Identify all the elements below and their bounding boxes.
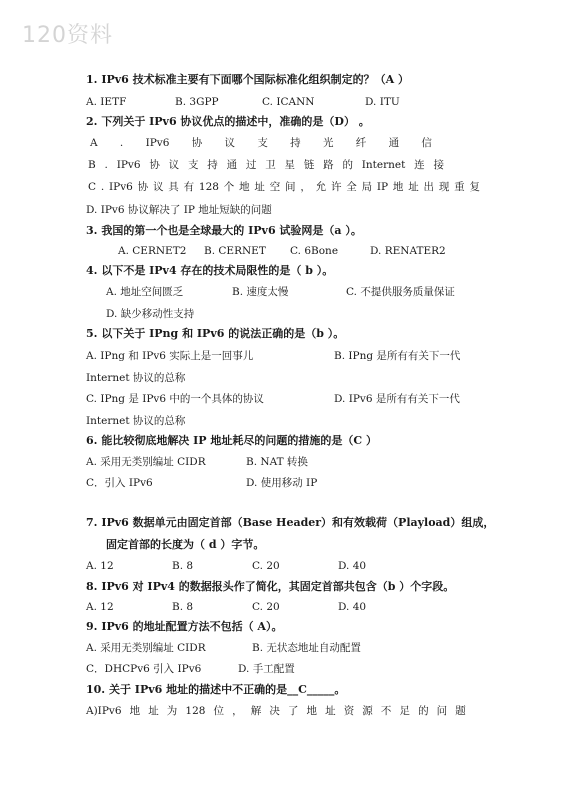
q6-option-c: C．引入 IPv6 [86,477,153,489]
q2-option-d: D. IPv6 协议解决了 IP 地址短缺的问题 [86,204,272,216]
q4-option-c: C. 不提供服务质量保证 [346,286,455,298]
q5-option-a: A. IPng 和 IPv6 实际上是一回事儿 [86,350,254,362]
q1-option-a: A. IETF [86,96,127,108]
q10-option-a: A)IPv6 地 址 为 128 位 ， 解 决 了 地 址 资 源 不 足 的 问 题 [86,705,466,717]
q6-option-d: D. 使用移动 IP [246,477,318,489]
q1-option-b: B. 3GPP [175,96,219,108]
q3-option-b: B. CERNET [204,245,266,257]
q3-option-d: D. RENATER2 [370,245,446,257]
q5-option-b: B. IPng 是所有有关下一代 [334,350,461,362]
q9-option-a: A. 采用无类别编址 CIDR [86,642,206,654]
q7-option-a: A. 12 [86,560,114,572]
q5-option-d-continued: Internet 协议的总称 [86,415,186,427]
q8-option-b: B. 8 [172,601,194,613]
q3-option-c: C. 6Bone [290,245,339,257]
q4-option-b: B. 速度太慢 [232,286,289,298]
q2-option-a: A . IPv6 协 议 支 持 光 纤 通 信 [90,137,432,149]
q9-option-c: C．DHCPv6 引入 IPv6 [86,663,202,675]
q7-option-b: B. 8 [172,560,194,572]
question-3-stem: 3. 我国的第一个也是全球最大的 IPv6 试验网是（a ）。 [86,224,362,237]
q4-option-a: A. 地址空间匮乏 [106,286,184,298]
question-7-stem-continued: 固定首部的长度为（ d ）字节。 [106,538,265,551]
q5-option-c: C. IPng 是 IPv6 中的一个具体的协议 [86,393,264,405]
question-10-stem: 10. 关于 IPv6 地址的描述中不正确的是__C_____。 [86,683,346,696]
q1-option-d: D. ITU [365,96,400,108]
q9-option-b: B. 无状态地址自动配置 [252,642,361,654]
question-8-stem: 8. IPv6 对 IPv4 的数据报头作了简化，其固定首部共包含（b ）个字段。 [86,580,455,593]
q5-option-b-continued: Internet 协议的总称 [86,372,186,384]
question-7-stem: 7. IPv6 数据单元由固定首部（Base Header）和有效载荷（Playload）组成， [86,516,495,529]
q4-option-d: D. 缺少移动性支持 [106,308,195,320]
q6-option-b: B. NAT 转换 [246,456,308,468]
q2-option-c: C . IPv6 协 议 具 有 128 个 地 址 空 间 ， 允 许 全 局 IP 地 址 出 现 重 复 [88,181,480,193]
question-6-stem: 6. 能比较彻底地解决 IP 地址耗尽的问题的措施的是（C ） [86,434,377,447]
q7-option-c: C. 20 [252,560,280,572]
question-2-stem: 2. 下列关于 IPv6 协议优点的描述中，准确的是（D） 。 [86,115,370,128]
q7-option-d: D. 40 [338,560,367,572]
watermark-logo: 120资料 [22,23,113,48]
q6-option-a: A. 采用无类别编址 CIDR [86,456,206,468]
q1-option-c: C. ICANN [262,96,315,108]
q8-option-d: D. 40 [338,601,367,613]
question-4-stem: 4. 以下不是 IPv4 存在的技术局限性的是（ b ）。 [86,264,334,277]
q9-option-d: D. 手工配置 [238,663,295,675]
q8-option-a: A. 12 [86,601,114,613]
question-5-stem: 5. 以下关于 IPng 和 IPv6 的说法正确的是（b ）。 [86,327,345,340]
q3-option-a: A. CERNET2 [118,245,187,257]
q2-option-b: B . IPv6 协 议 支 持 通 过 卫 星 链 路 的 Internet 连 接 [88,159,444,171]
q5-option-d: D. IPv6 是所有有关下一代 [334,393,460,405]
question-1-stem: 1. IPv6 技术标准主要有下面哪个国际标准化组织制定的？（A ） [86,73,409,86]
q8-option-c: C. 20 [252,601,280,613]
question-9-stem: 9. IPv6 的地址配置方法不包括（ A）。 [86,620,283,633]
